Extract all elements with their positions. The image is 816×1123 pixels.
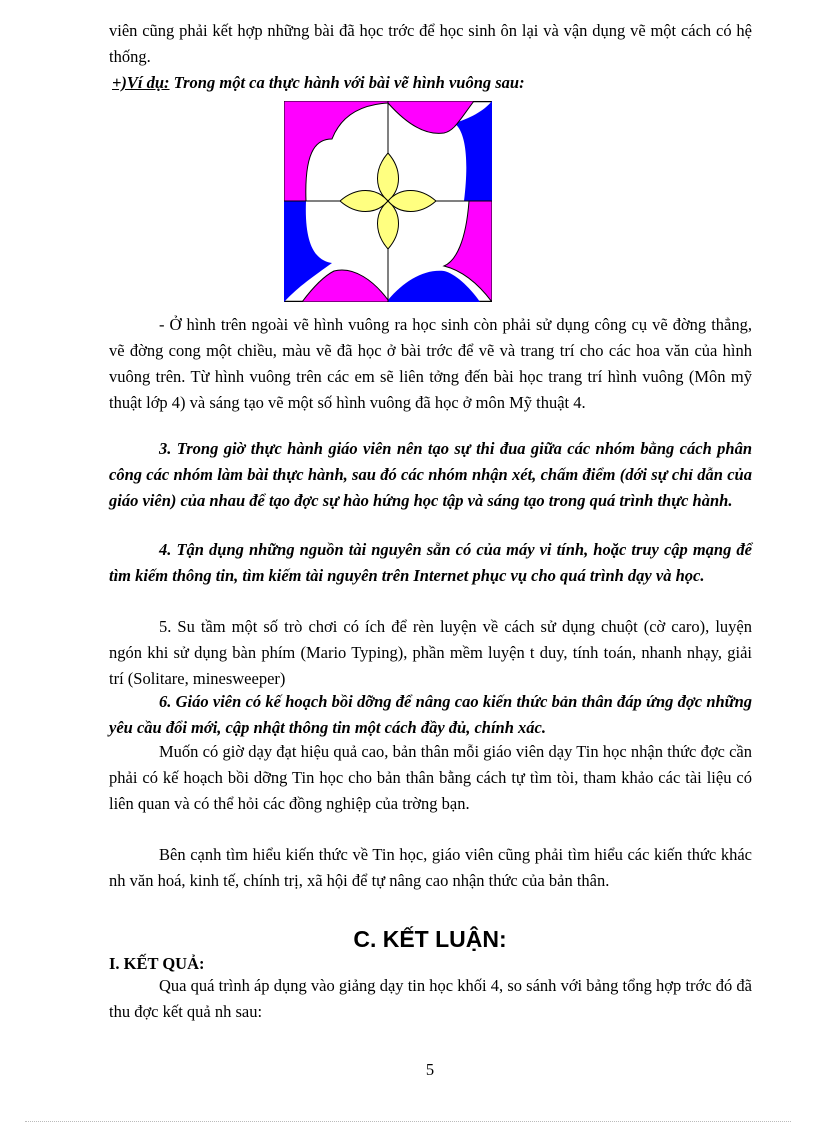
paragraph-item-5: 5. Su tầm một số trò chơi có ích để rèn luyện về cách sử dụng chuột (cờ caro), luyện ngón khi sử dụng bàn phím (Mario Typing), phần mềm luyện t duy, tính toán, nhanh nhạy, giải trí (Solitare, minesweeper) [109,617,752,688]
square-pattern-figure [284,101,492,302]
paragraph-other-knowledge: Bên cạnh tìm hiểu kiến thức về Tin học, giáo viên cũng phải tìm hiểu các kiến thức khác nh văn hoá, kinh tế, chính trị, xã hội để tự nâng cao nhận thức của bản thân. [109,845,752,890]
section-heading: C. KẾT LUẬN: [353,926,507,952]
subsection-heading: I. KẾT QUẢ: [109,954,205,973]
example-text: Trong một ca thực hành với bài vẽ hình vuông sau: [169,73,525,92]
paragraph-results: Qua quá trình áp dụng vào giảng dạy tin học khối 4, so sánh với bảng tổng hợp trớc đó đã thu đợc kết quả nh sau: [109,976,752,1021]
example-lead: +)Ví dụ: [112,73,170,92]
page-number: 5 [425,1060,435,1079]
paragraph-item-3: 3. Trong giờ thực hành giáo viên nên tạo sự thi đua giữa các nhóm bằng cách phân công các nhóm làm bài thực hành, sau đó các nhóm nhận xét, chấm điểm (dới sự chỉ dẫn của giáo viên) của nhau để tạo đợc sự hào hứng học tập và sáng tạo trong quá trình thực hành. [109,439,752,510]
paragraph-continuation: viên cũng phải kết hợp những bài đã học trớc để học sinh ôn lại và vận dụng vẽ một cách có hệ thống. [109,21,752,66]
paragraph-figure-explanation: - Ở hình trên ngoài vẽ hình vuông ra học sinh còn phải sử dụng công cụ vẽ đờng thẳng, vẽ đờng cong một chiều, màu vẽ đã học ở bài trớc để vẽ và trang trí cho các hoa văn của hình vuông trên. Từ hình vuông trên các em sẽ liên tởng đến bài học trang trí hình vuông (Môn mỹ thuật lớp 4) và sáng tạo vẽ một số hình vuông đã học ở môn Mỹ thuật 4. [109,315,752,412]
paragraph-training: Muốn có giờ dạy đạt hiệu quả cao, bản thân mỗi giáo viên dạy Tin học nhận thức đợc cần phải có kế hoạch bồi dỡng Tin học cho bản thân bằng cách tự tìm tòi, tham khảo các tài liệu có liên quan và có thể hỏi các đồng nghiệp của trờng bạn. [109,742,752,813]
example-line [112,73,525,93]
paragraph-item-6: 6. Giáo viên có kế hoạch bồi dỡng để nâng cao kiến thức bản thân đáp ứng đợc những yêu cầu đổi mới, cập nhật thông tin một cách đầy đủ, chính xác. [109,692,752,737]
paragraph-item-4: 4. Tận dụng những nguồn tài nguyên sẵn có của máy vi tính, hoặc truy cập mạng để tìm kiếm thông tin, tìm kiếm tài nguyên trên Internet phục vụ cho quá trình dạy và học. [109,540,752,585]
page-bottom-rule [25,1121,791,1122]
